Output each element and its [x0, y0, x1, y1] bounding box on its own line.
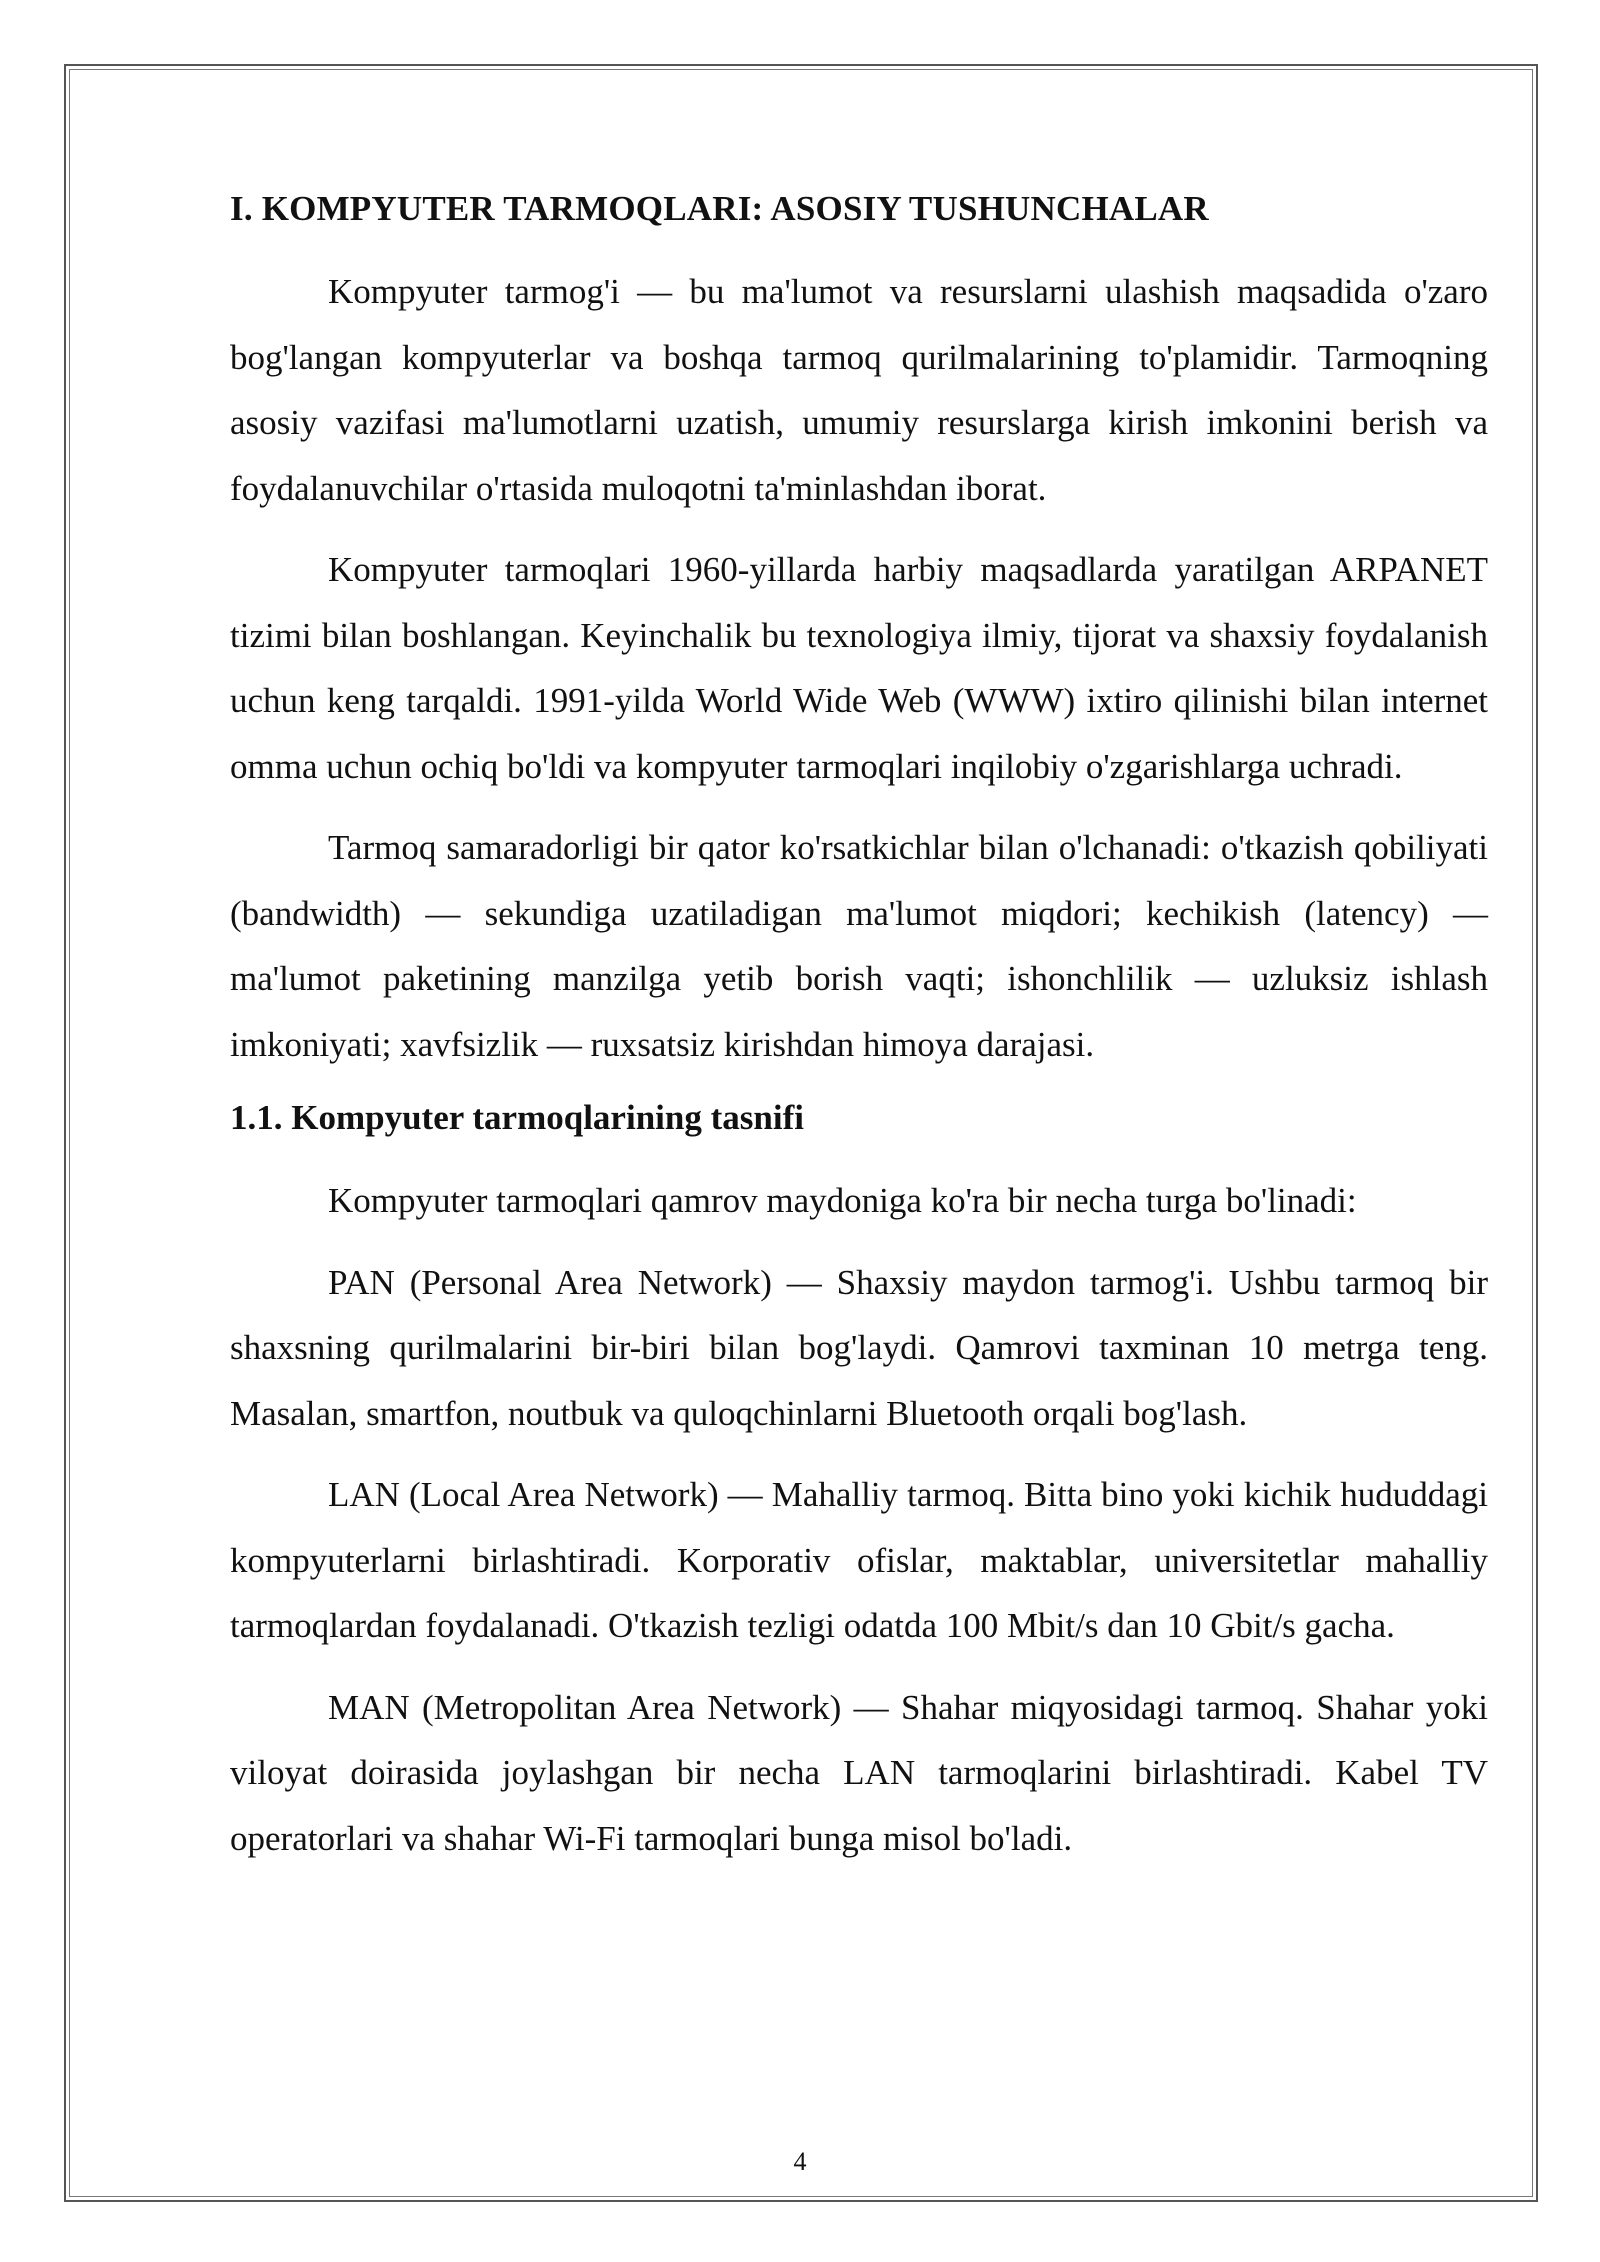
paragraph-performance: Tarmoq samaradorligi bir qator ko'rsatkichlar bilan o'lchanadi: o'tkazish qobiliyati (bandwidth) — sekundiga uzatiladigan ma'lumot miqdori; kechikish (latency) — ma'lumot paketining manzilga yetib borish vaqti; ishonchlilik — uzluksiz ishlash imkoniyati; xavfsizlik — ruxsatsiz kirishdan himoya darajasi.: [230, 828, 1488, 1064]
paragraph-lan: LAN (Local Area Network) — Mahalliy tarmoq. Bitta bino yoki kichik hududdagi kompyuterlarni birlashtiradi. Korporativ ofislar, maktablar, universitetlar mahalliy tarmoqlardan foydalanadi. O'tkazish tezligi odatda 100 Mbit/s dan 10 Gbit/s gacha.: [230, 1475, 1488, 1645]
paragraph-man: MAN (Metropolitan Area Network) — Shahar miqyosidagi tarmoq. Shahar yoki viloyat doirasida joylashgan bir necha LAN tarmoqlarini birlashtiradi. Kabel TV operatorlari va shahar Wi-Fi tarmoqlari bunga misol bo'ladi.: [230, 1687, 1488, 1858]
subsection-title: 1.1. Kompyuter tarmoqlarining tasnifi: [230, 1098, 804, 1137]
page-content: [230, 184, 1488, 1887]
paragraph-classification-intro: Kompyuter tarmoqlari qamrov maydoniga ko'ra bir necha turga bo'linadi:: [328, 1181, 1357, 1220]
page-number: 4: [793, 2147, 807, 2176]
section-title: I. KOMPYUTER TARMOQLARI: ASOSIY TUSHUNCHALAR: [230, 189, 1209, 228]
paragraph-pan: PAN (Personal Area Network) — Shaxsiy maydon tarmog'i. Ushbu tarmoq bir shaxsning qurilmalarini bir-biri bilan bog'laydi. Qamrovi taxminan 10 metrga teng. Masalan, smartfon, noutbuk va quloqchinlarni Bluetooth orqali bog'lash.: [230, 1262, 1488, 1433]
paragraph-definition: Kompyuter tarmog'i — bu ma'lumot va resurslarni ulashish maqsadida o'zaro bog'langan kompyuterlar va boshqa tarmoq qurilmalarining to'plamidir. Tarmoqning asosiy vazifasi ma'lumotlarni uzatish, umumiy resurslarga kirish imkonini berish va foydalanuvchilar o'rtasida muloqotni ta'minlashdan iborat.: [230, 272, 1488, 508]
paragraph-history: Kompyuter tarmoqlari 1960-yillarda harbiy maqsadlarda yaratilgan ARPANET tizimi bilan boshlangan. Keyinchalik bu texnologiya ilmiy, tijorat va shaxsiy foydalanish uchun keng tarqaldi. 1991-yilda World Wide Web (WWW) ixtiro qilinishi bilan internet omma uchun ochiq bo'ldi va kompyuter tarmoqlari inqilobiy o'zgarishlarga uchradi.: [230, 550, 1488, 786]
